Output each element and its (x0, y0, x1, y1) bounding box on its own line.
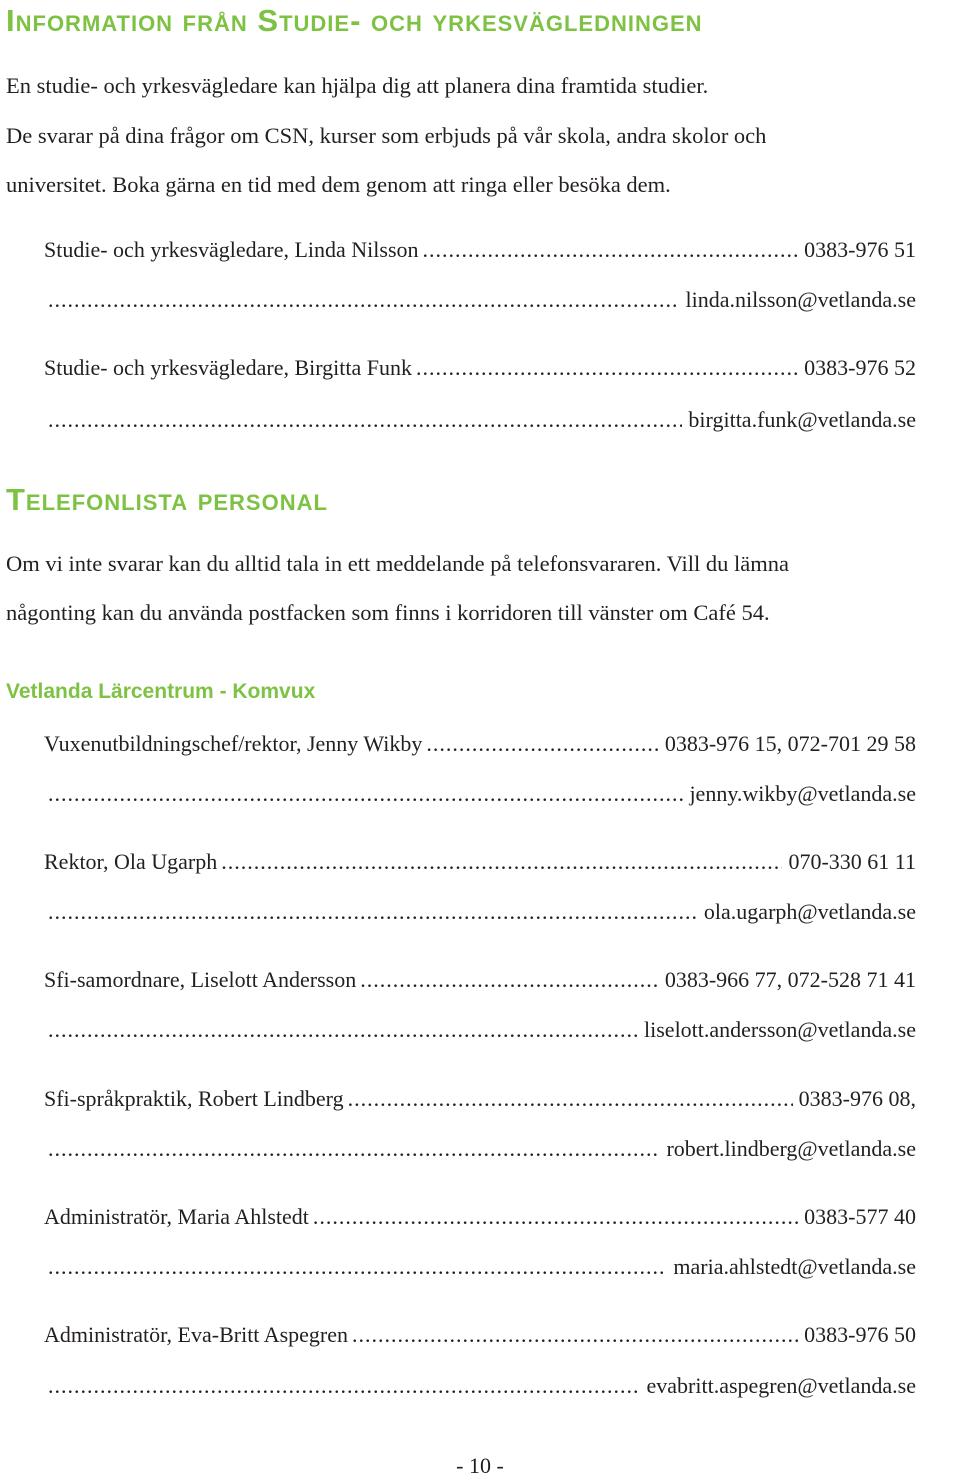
dot-leader (48, 780, 683, 808)
section-heading-phone-list: Telefonlista personal (6, 482, 328, 517)
contact-name-row (44, 848, 916, 876)
dot-leader (48, 1016, 638, 1044)
contact-email: linda.nilsson@vetlanda.se (685, 287, 916, 312)
contact-phone: 0383-577 40 (804, 1204, 916, 1229)
paragraph-line: De svarar på dina frågor om CSN, kurser som erbjuds på vår skola, andra skolor och (6, 123, 767, 148)
dot-leader (426, 730, 658, 758)
dot-leader (221, 848, 782, 876)
section-heading-guidance: Information från Studie- och yrkesvägledningen (6, 3, 703, 38)
contact-name-row (44, 1085, 916, 1113)
dot-leader (48, 286, 680, 314)
contact-phone: 0383-976 15, 072-701 29 58 (664, 731, 916, 756)
contact-email-row (48, 1135, 916, 1163)
contact-name: Administratör, Eva-Britt Aspegren (44, 1322, 349, 1347)
contact-email: ola.ugarph@vetlanda.se (703, 899, 916, 924)
contact-name-row (44, 1321, 916, 1349)
paragraph-line: Om vi inte svarar kan du alltid tala in ett meddelande på telefonsvararen. Vill du lämna (6, 551, 789, 576)
contact-email: jenny.wikby@vetlanda.se (689, 781, 916, 806)
contact-phone: 0383-966 77, 072-528 71 41 (664, 967, 916, 992)
dot-leader (352, 1321, 798, 1349)
dot-leader (416, 354, 798, 382)
dot-leader (348, 1085, 793, 1113)
dot-leader (48, 1135, 660, 1163)
contact-email-row (48, 286, 916, 314)
contact-email: birgitta.funk@vetlanda.se (688, 407, 916, 432)
contact-name-row (44, 966, 916, 994)
contact-name: Studie- och yrkesvägledare, Linda Nilsson (44, 237, 419, 262)
contact-name: Sfi-språkpraktik, Robert Lindberg (44, 1086, 344, 1111)
contact-name-row (44, 730, 916, 758)
contact-phone: 0383-976 08, (798, 1086, 916, 1111)
contact-phone: 0383-976 50 (804, 1322, 916, 1347)
contact-email: evabritt.aspegren@vetlanda.se (646, 1373, 916, 1398)
dot-leader (48, 898, 698, 926)
paragraph-line: En studie- och yrkesvägledare kan hjälpa dig att planera dina framtida studier. (6, 73, 709, 98)
contact-name: Studie- och yrkesvägledare, Birgitta Funk (44, 355, 413, 380)
contact-phone: 0383-976 51 (804, 237, 916, 262)
contact-email: maria.ahlstedt@vetlanda.se (673, 1254, 916, 1279)
contact-email: liselott.andersson@vetlanda.se (644, 1017, 916, 1042)
contact-email: robert.lindberg@vetlanda.se (666, 1136, 916, 1161)
contact-email-row (48, 898, 916, 926)
contact-email-row (48, 1372, 916, 1400)
dot-leader (48, 1253, 667, 1281)
paragraph-line: någonting kan du använda postfacken som finns i korridoren till vänster om Café 54. (6, 600, 770, 625)
contact-name: Rektor, Ola Ugarph (44, 849, 218, 874)
page-number: - 10 - (456, 1453, 504, 1478)
contact-email-row (48, 406, 916, 434)
dot-leader (360, 966, 659, 994)
contact-name-row (44, 236, 916, 264)
contact-name: Sfi-samordnare, Liselott Andersson (44, 967, 357, 992)
contact-phone: 070-330 61 11 (788, 849, 916, 874)
contact-name: Vuxenutbildningschef/rektor, Jenny Wikby (44, 731, 423, 756)
subheading-larcentrum: Vetlanda Lärcentrum - Komvux (6, 680, 316, 703)
contact-email-row (48, 1016, 916, 1044)
contact-name-row (44, 354, 916, 382)
paragraph-line: universitet. Boka gärna en tid med dem genom att ringa eller besöka dem. (6, 172, 671, 197)
dot-leader (423, 236, 799, 264)
contact-name-row (44, 1203, 916, 1231)
contact-email-row (48, 1253, 916, 1281)
dot-leader (313, 1203, 798, 1231)
dot-leader (48, 1372, 641, 1400)
contact-phone: 0383-976 52 (804, 355, 916, 380)
contact-name: Administratör, Maria Ahlstedt (44, 1204, 309, 1229)
dot-leader (48, 406, 682, 434)
contact-email-row (48, 780, 916, 808)
